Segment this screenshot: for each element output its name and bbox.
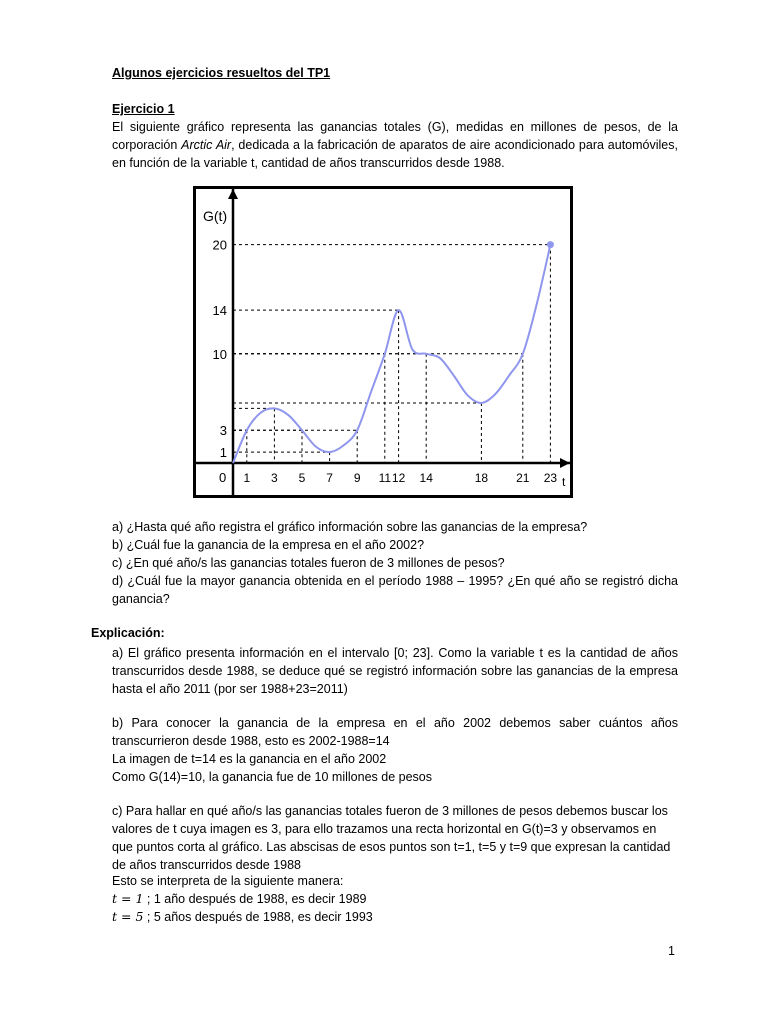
x-tick-label-12: 12: [391, 471, 406, 485]
x-tick-labels: [243, 471, 557, 485]
document-title: Algunos ejercicios resueltos del TP1: [112, 66, 331, 80]
x-tick-label-11: 11: [378, 471, 392, 485]
x-tick-label-3: 3: [271, 471, 278, 485]
explanation-heading: Explicación:: [91, 626, 165, 640]
line-chart: [196, 189, 570, 495]
intro-text-1: El siguiente gráfico representa las ganancias totales (G), medidas en millones de pesos, de la corporación: [112, 120, 678, 152]
end-point: [547, 241, 554, 248]
explanation-c-3: [112, 890, 678, 908]
x-tick-label-14: 14: [419, 471, 433, 485]
explanation-c-4: [112, 908, 678, 926]
question-a: a) ¿Hasta qué año registra el gráfico información sobre las ganancias de la empresa?: [112, 520, 588, 534]
y-axis-arrow: [228, 189, 238, 199]
y-tick-label-20: 20: [212, 237, 227, 253]
explanation-c-1: c) Para hallar en qué año/s las ganancias totales fueron de 3 millones de pesos debemos buscar los valores de t cuya imagen es 3, para ello trazamos una recta horizontal en G(t)=3 y observamos en que puntos corta al gráfico. Las abscisas de esos puntos son t=1, t=5 y t=9 que expresan la cantidad de años transcurridos desde 1988: [112, 804, 671, 872]
explanation-b-1: b) Para conocer la ganancia de la empresa en el año 2002 debemos saber cuántos años transcurrieron desde 1988, esto es 2002-1988=14: [112, 716, 678, 748]
explanation-c-4-text: ; 5 años después de 1988, es decir 1993: [143, 910, 373, 924]
y-tick-label-14: 14: [212, 303, 227, 319]
intro-text-2: , dedicada a la fabricación de aparatos de aire acondicionado para automóviles, en función de la variable t, cantidad de años transcurridos desde 1988.: [112, 138, 678, 170]
x-tick-label-1: 1: [243, 471, 251, 485]
explanation-c-3-text: ; 1 año después de 1988, es decir 1989: [143, 892, 367, 906]
math-t1: t = 1: [112, 891, 144, 906]
math-t5: t = 5: [112, 909, 144, 924]
y-tick-labels: [213, 238, 227, 460]
question-d: d) ¿Cuál fue la mayor ganancia obtenida en el período 1988 – 1995? ¿En qué año se registró dicha ganancia?: [112, 574, 678, 606]
question-c: c) ¿En qué año/s las ganancias totales fueron de 3 millones de pesos?: [112, 556, 505, 570]
x-axis-label: t: [562, 475, 566, 489]
x-tick-label-23: 23: [543, 471, 558, 485]
explanation-b-3: Como G(14)=10, la ganancia fue de 10 millones de pesos: [112, 770, 432, 784]
x-tick-label-18: 18: [474, 471, 489, 485]
y-axis-label: G(t): [203, 208, 228, 224]
origin-label: 0: [219, 470, 227, 485]
chart-frame: [193, 186, 573, 498]
page-number: 1: [668, 944, 675, 958]
intro-company: Arctic Air: [181, 138, 232, 152]
explanation-c-2: Esto se interpreta de la siguiente manera:: [112, 874, 344, 888]
x-tick-label-5: 5: [298, 471, 306, 485]
x-axis-arrow: [560, 458, 570, 468]
x-tick-label-7: 7: [326, 471, 333, 485]
explanation-b-2: La imagen de t=14 es la ganancia en el año 2002: [112, 752, 387, 766]
y-tick-label-1: 1: [219, 445, 227, 461]
question-b: b) ¿Cuál fue la ganancia de la empresa en el año 2002?: [112, 538, 425, 552]
chart-axes: [196, 189, 570, 495]
explanation-a: a) El gráfico presenta información en el intervalo [0; 23]. Como la variable t es la cantidad de años transcurridos desde 1988, se deduce qué se registró información sobre las ganancias de la empresa hasta el año 2011 (por ser 1988+23=2011): [112, 646, 678, 696]
y-tick-label-10: 10: [212, 346, 227, 362]
exercise-intro: [112, 118, 678, 172]
x-tick-label-9: 9: [353, 471, 361, 485]
y-tick-label-3: 3: [219, 423, 227, 439]
x-tick-label-21: 21: [516, 471, 530, 485]
chart-guides: [233, 245, 550, 463]
exercise-heading: Ejercicio 1: [112, 102, 175, 116]
